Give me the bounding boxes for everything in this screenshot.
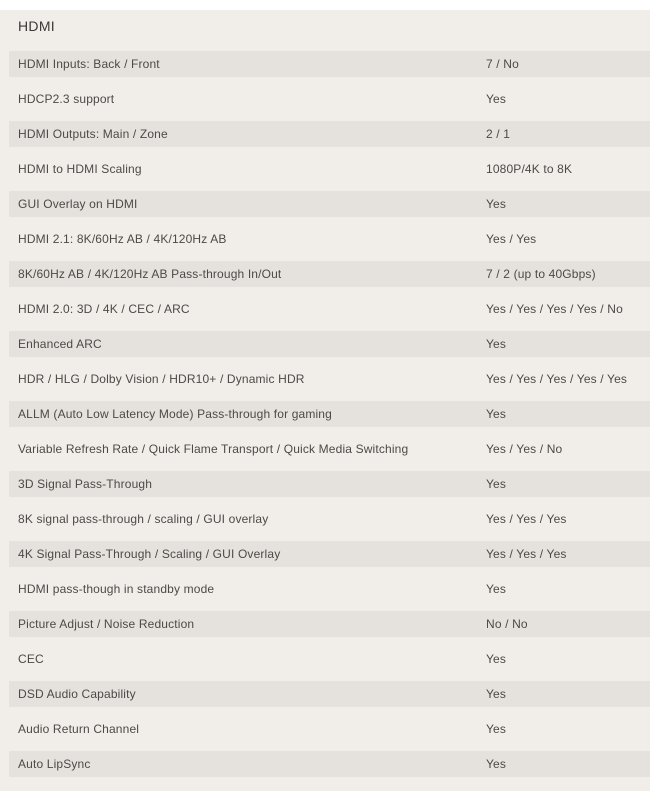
spec-row-value: Yes / Yes / Yes (486, 512, 567, 526)
spec-row-value: Yes / Yes / No (486, 442, 563, 456)
spec-row-label: HDMI pass-though in standby mode (18, 582, 215, 596)
spec-row (9, 261, 650, 287)
spec-row-label: HDMI to HDMI Scaling (18, 162, 142, 176)
spec-row-value: Yes (486, 477, 507, 491)
spec-row-value: No / No (486, 617, 528, 631)
spec-row-label: 8K/60Hz AB / 4K/120Hz AB Pass-through In/Out (18, 267, 282, 281)
spec-row-label: ALLM (Auto Low Latency Mode) Pass-through for gaming (18, 407, 332, 421)
spec-row-label: CEC (18, 652, 44, 666)
spec-row (9, 436, 650, 462)
spec-row-label: Picture Adjust / Noise Reduction (18, 617, 195, 631)
spec-row-label: HDMI Outputs: Main / Zone (18, 127, 168, 141)
hdmi-spec-section (0, 10, 650, 791)
spec-row-value: Yes / Yes / Yes / Yes / No (486, 302, 623, 316)
spec-row (9, 191, 650, 217)
spec-row (9, 226, 650, 252)
spec-row (9, 156, 650, 182)
spec-row (9, 751, 650, 777)
spec-row-label: Auto LipSync (18, 757, 91, 771)
spec-row (9, 611, 650, 637)
spec-row (9, 331, 650, 357)
spec-row (9, 541, 650, 567)
spec-row-label: GUI Overlay on HDMI (18, 197, 138, 211)
spec-row-label: HDCP2.3 support (18, 92, 115, 106)
section-title: HDMI (18, 18, 55, 34)
spec-row-label: HDMI Inputs: Back / Front (18, 57, 160, 71)
spec-row-label: DSD Audio Capability (18, 687, 136, 701)
spec-row (9, 681, 650, 707)
spec-row-label: 8K signal pass-through / scaling / GUI overlay (18, 512, 269, 526)
spec-row-value: Yes (486, 722, 507, 736)
spec-row-label: HDMI 2.1: 8K/60Hz AB / 4K/120Hz AB (18, 232, 227, 246)
spec-row-value: Yes / Yes / Yes / Yes / Yes (486, 372, 628, 386)
spec-row (9, 86, 650, 112)
spec-row (9, 576, 650, 602)
spec-row-value: 2 / 1 (486, 127, 511, 141)
spec-row-label: Variable Refresh Rate / Quick Flame Transport / Quick Media Switching (18, 442, 409, 456)
spec-row (9, 401, 650, 427)
spec-row (9, 51, 650, 77)
spec-row-label: 3D Signal Pass-Through (18, 477, 153, 491)
spec-row-label: Enhanced ARC (18, 337, 102, 351)
spec-row-value: Yes (486, 582, 507, 596)
spec-row-value: 7 / 2 (up to 40Gbps) (486, 267, 596, 281)
spec-row-value: Yes (486, 197, 507, 211)
spec-row-value: Yes (486, 407, 507, 421)
spec-row-value: Yes (486, 337, 507, 351)
spec-row-value: 7 / No (486, 57, 519, 71)
spec-row-value: Yes / Yes (486, 232, 537, 246)
spec-row (9, 366, 650, 392)
spec-row-label: HDR / HLG / Dolby Vision / HDR10+ / Dynamic HDR (18, 372, 305, 386)
spec-row-value: 1080P/4K to 8K (486, 162, 573, 176)
spec-row (9, 121, 650, 147)
spec-row (9, 506, 650, 532)
spec-table (0, 51, 650, 777)
spec-row (9, 646, 650, 672)
spec-row-value: Yes (486, 92, 507, 106)
spec-row-label: HDMI 2.0: 3D / 4K / CEC / ARC (18, 302, 190, 316)
spec-row-value: Yes / Yes / Yes (486, 547, 567, 561)
spec-row-label: Audio Return Channel (18, 722, 140, 736)
spec-row (9, 296, 650, 322)
spec-row-value: Yes (486, 687, 507, 701)
spec-row (9, 716, 650, 742)
spec-row-value: Yes (486, 652, 507, 666)
spec-row-label: 4K Signal Pass-Through / Scaling / GUI Overlay (18, 547, 281, 561)
spec-row-value: Yes (486, 757, 507, 771)
spec-row (9, 471, 650, 497)
